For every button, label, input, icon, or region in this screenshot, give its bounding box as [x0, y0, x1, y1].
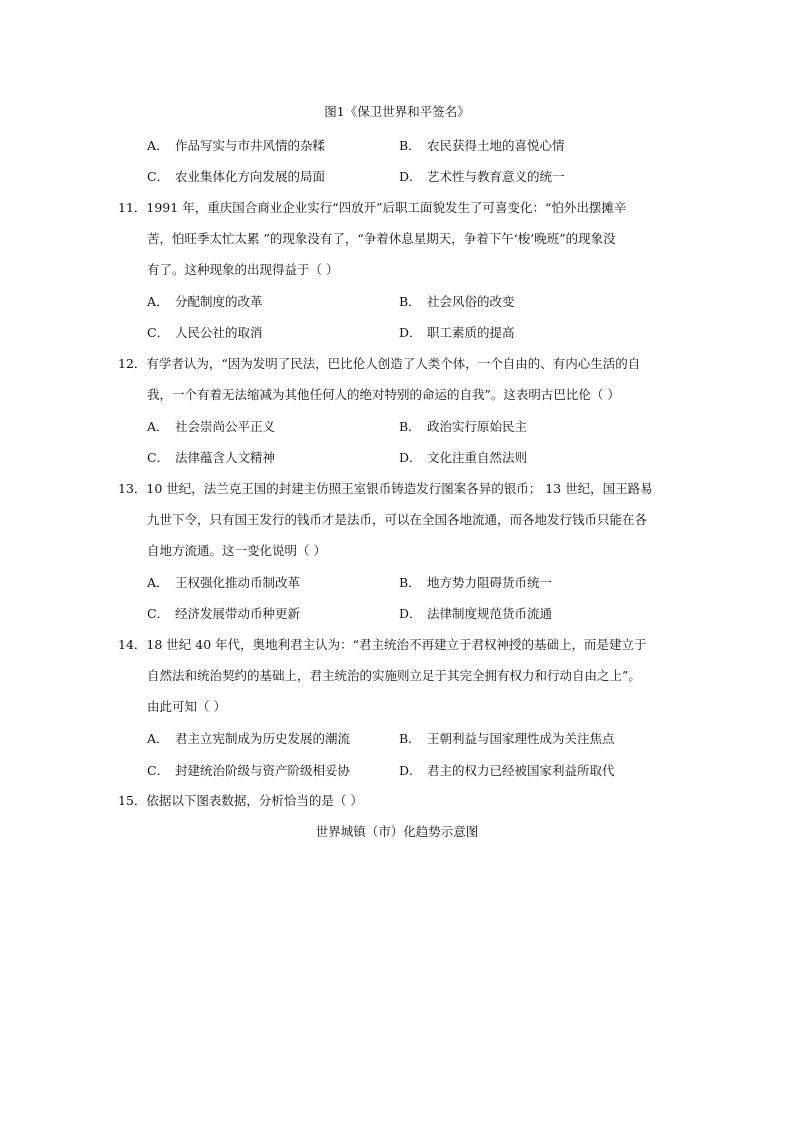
q14-option-d[interactable]: [399, 761, 615, 779]
q11-option-c[interactable]: [147, 323, 263, 341]
option-text: 王朝利益与国家理性成为关注焦点: [427, 731, 615, 746]
figure-caption: 图1《保卫世界和平签名》: [324, 104, 470, 119]
q14-stem-line-2: 自然法和统治契约的基础上，君主统治的实施则立足于其完全拥有权力和行动自由之上”。: [147, 668, 641, 683]
option-text: 文化注重自然法则: [427, 450, 528, 465]
option-text: 职工素质的提高: [427, 325, 515, 340]
option-letter: B．: [399, 138, 421, 153]
option-letter: B．: [399, 419, 421, 434]
chart-caption: 世界城镇（市）化趋势示意图: [315, 824, 479, 839]
q14-stem-line-1: [118, 635, 647, 653]
option-text: 王权强化推动币制改革: [175, 575, 301, 590]
option-text: 社会风俗的改变: [427, 294, 515, 309]
option-letter: C．: [147, 763, 170, 778]
option-letter: A．: [147, 419, 169, 434]
option-letter: B．: [399, 731, 421, 746]
question-text: 10 世纪，法兰克王国的封建主仿照王室银币铸造发行图案各异的银币； 13 世纪，国王路易: [146, 481, 653, 496]
q11-option-d[interactable]: [399, 323, 515, 341]
option-text: 农业集体化方向发展的局面: [175, 169, 326, 184]
q13-option-c[interactable]: [147, 604, 300, 622]
q13-option-a[interactable]: [147, 573, 300, 591]
option-text: 农民获得土地的喜悦心情: [427, 138, 565, 153]
option-letter: B．: [399, 294, 421, 309]
q12-option-a[interactable]: [147, 417, 275, 435]
q11-option-a[interactable]: [147, 292, 263, 310]
q12-stem-line-2: 我，一个有着无法缩减为其他任何人的绝对特别的命运的自我”。这表明古巴比伦（ ）: [147, 387, 620, 402]
q14-option-b[interactable]: [399, 729, 615, 747]
q10-option-a[interactable]: [147, 136, 325, 154]
question-number: 11．: [118, 200, 147, 215]
q10-option-d[interactable]: [399, 167, 565, 185]
option-text: 法律制度规范货币流通: [427, 606, 553, 621]
option-text: 作品写实与市井风情的杂糅: [175, 138, 326, 153]
option-text: 君主的权力已经被国家利益所取代: [427, 763, 615, 778]
q14-option-a[interactable]: [147, 729, 350, 747]
question-number: 15．: [118, 793, 147, 808]
option-text: 封建统治阶级与资产阶级相妥协: [175, 763, 351, 778]
option-text: 社会崇尚公平正义: [175, 419, 276, 434]
question-number: 13．: [118, 481, 147, 496]
option-letter: A．: [147, 731, 169, 746]
option-text: 政治实行原始民主: [427, 419, 528, 434]
q14-option-c[interactable]: [147, 761, 350, 779]
q11-stem-line-3: 有了。这种现象的出现得益于（ ）: [147, 262, 339, 277]
option-letter: D．: [399, 763, 422, 778]
option-letter: C．: [147, 450, 170, 465]
q12-option-d[interactable]: [399, 448, 527, 466]
q12-option-b[interactable]: [399, 417, 527, 435]
option-text: 经济发展带动币种更新: [175, 606, 301, 621]
option-text: 分配制度的改革: [175, 294, 263, 309]
q12-option-c[interactable]: [147, 448, 275, 466]
question-number: 12．: [118, 356, 147, 371]
q10-option-c[interactable]: [147, 167, 325, 185]
option-letter: D．: [399, 169, 422, 184]
question-text: 有学者认为，“因为发明了民法，巴比伦人创造了人类个体，一个自由的、有内心生活的自: [146, 356, 641, 371]
q11-option-b[interactable]: [399, 292, 515, 310]
question-text: 18 世纪 40 年代，奥地利君主认为：“君主统治不再建立于君权神授的基础上，而是建立于: [146, 637, 647, 652]
q13-option-d[interactable]: [399, 604, 552, 622]
option-text: 艺术性与教育意义的统一: [427, 169, 565, 184]
option-letter: D．: [399, 325, 422, 340]
q10-option-b[interactable]: [399, 136, 565, 154]
q11-stem-line-2: 苦，怕旺季太忙太累 ”的现象没有了，“争着休息星期天，争着下午‘梭’晚班”的现象没: [147, 231, 616, 246]
q14-stem-line-3: 由此可知（ ）: [147, 699, 226, 714]
question-number: 14．: [118, 637, 147, 652]
question-text: 1991 年，重庆国合商业企业实行“四放开”后职工面貌发生了可喜变化：“怕外出摆摊辛: [146, 200, 627, 215]
option-text: 法律蕴含人文精神: [175, 450, 276, 465]
q13-option-b[interactable]: [399, 573, 552, 591]
q12-stem-line-1: [118, 354, 640, 372]
option-letter: D．: [399, 450, 422, 465]
q13-stem-line-2: 九世下令，只有国王发行的钱币才是法币，可以在全国各地流通，而各地发行钱币只能在各: [147, 512, 648, 527]
q13-stem-line-1: [118, 479, 653, 497]
option-text: 地方势力阻碍货币统一: [427, 575, 553, 590]
option-letter: A．: [147, 138, 169, 153]
option-letter: D．: [399, 606, 422, 621]
option-letter: A．: [147, 294, 169, 309]
option-letter: A．: [147, 575, 169, 590]
question-text: 依据以下图表数据，分析恰当的是（ ）: [146, 793, 363, 808]
option-letter: C．: [147, 169, 170, 184]
option-text: 人民公社的取消: [175, 325, 263, 340]
option-letter: B．: [399, 575, 421, 590]
option-text: 君主立宪制成为历史发展的潮流: [175, 731, 351, 746]
q13-stem-line-3: 自地方流通。这一变化说明（ ）: [147, 543, 326, 558]
q15-stem-line-1: [118, 791, 363, 809]
option-letter: C．: [147, 325, 170, 340]
q11-stem-line-1: [118, 198, 626, 216]
option-letter: C．: [147, 606, 170, 621]
